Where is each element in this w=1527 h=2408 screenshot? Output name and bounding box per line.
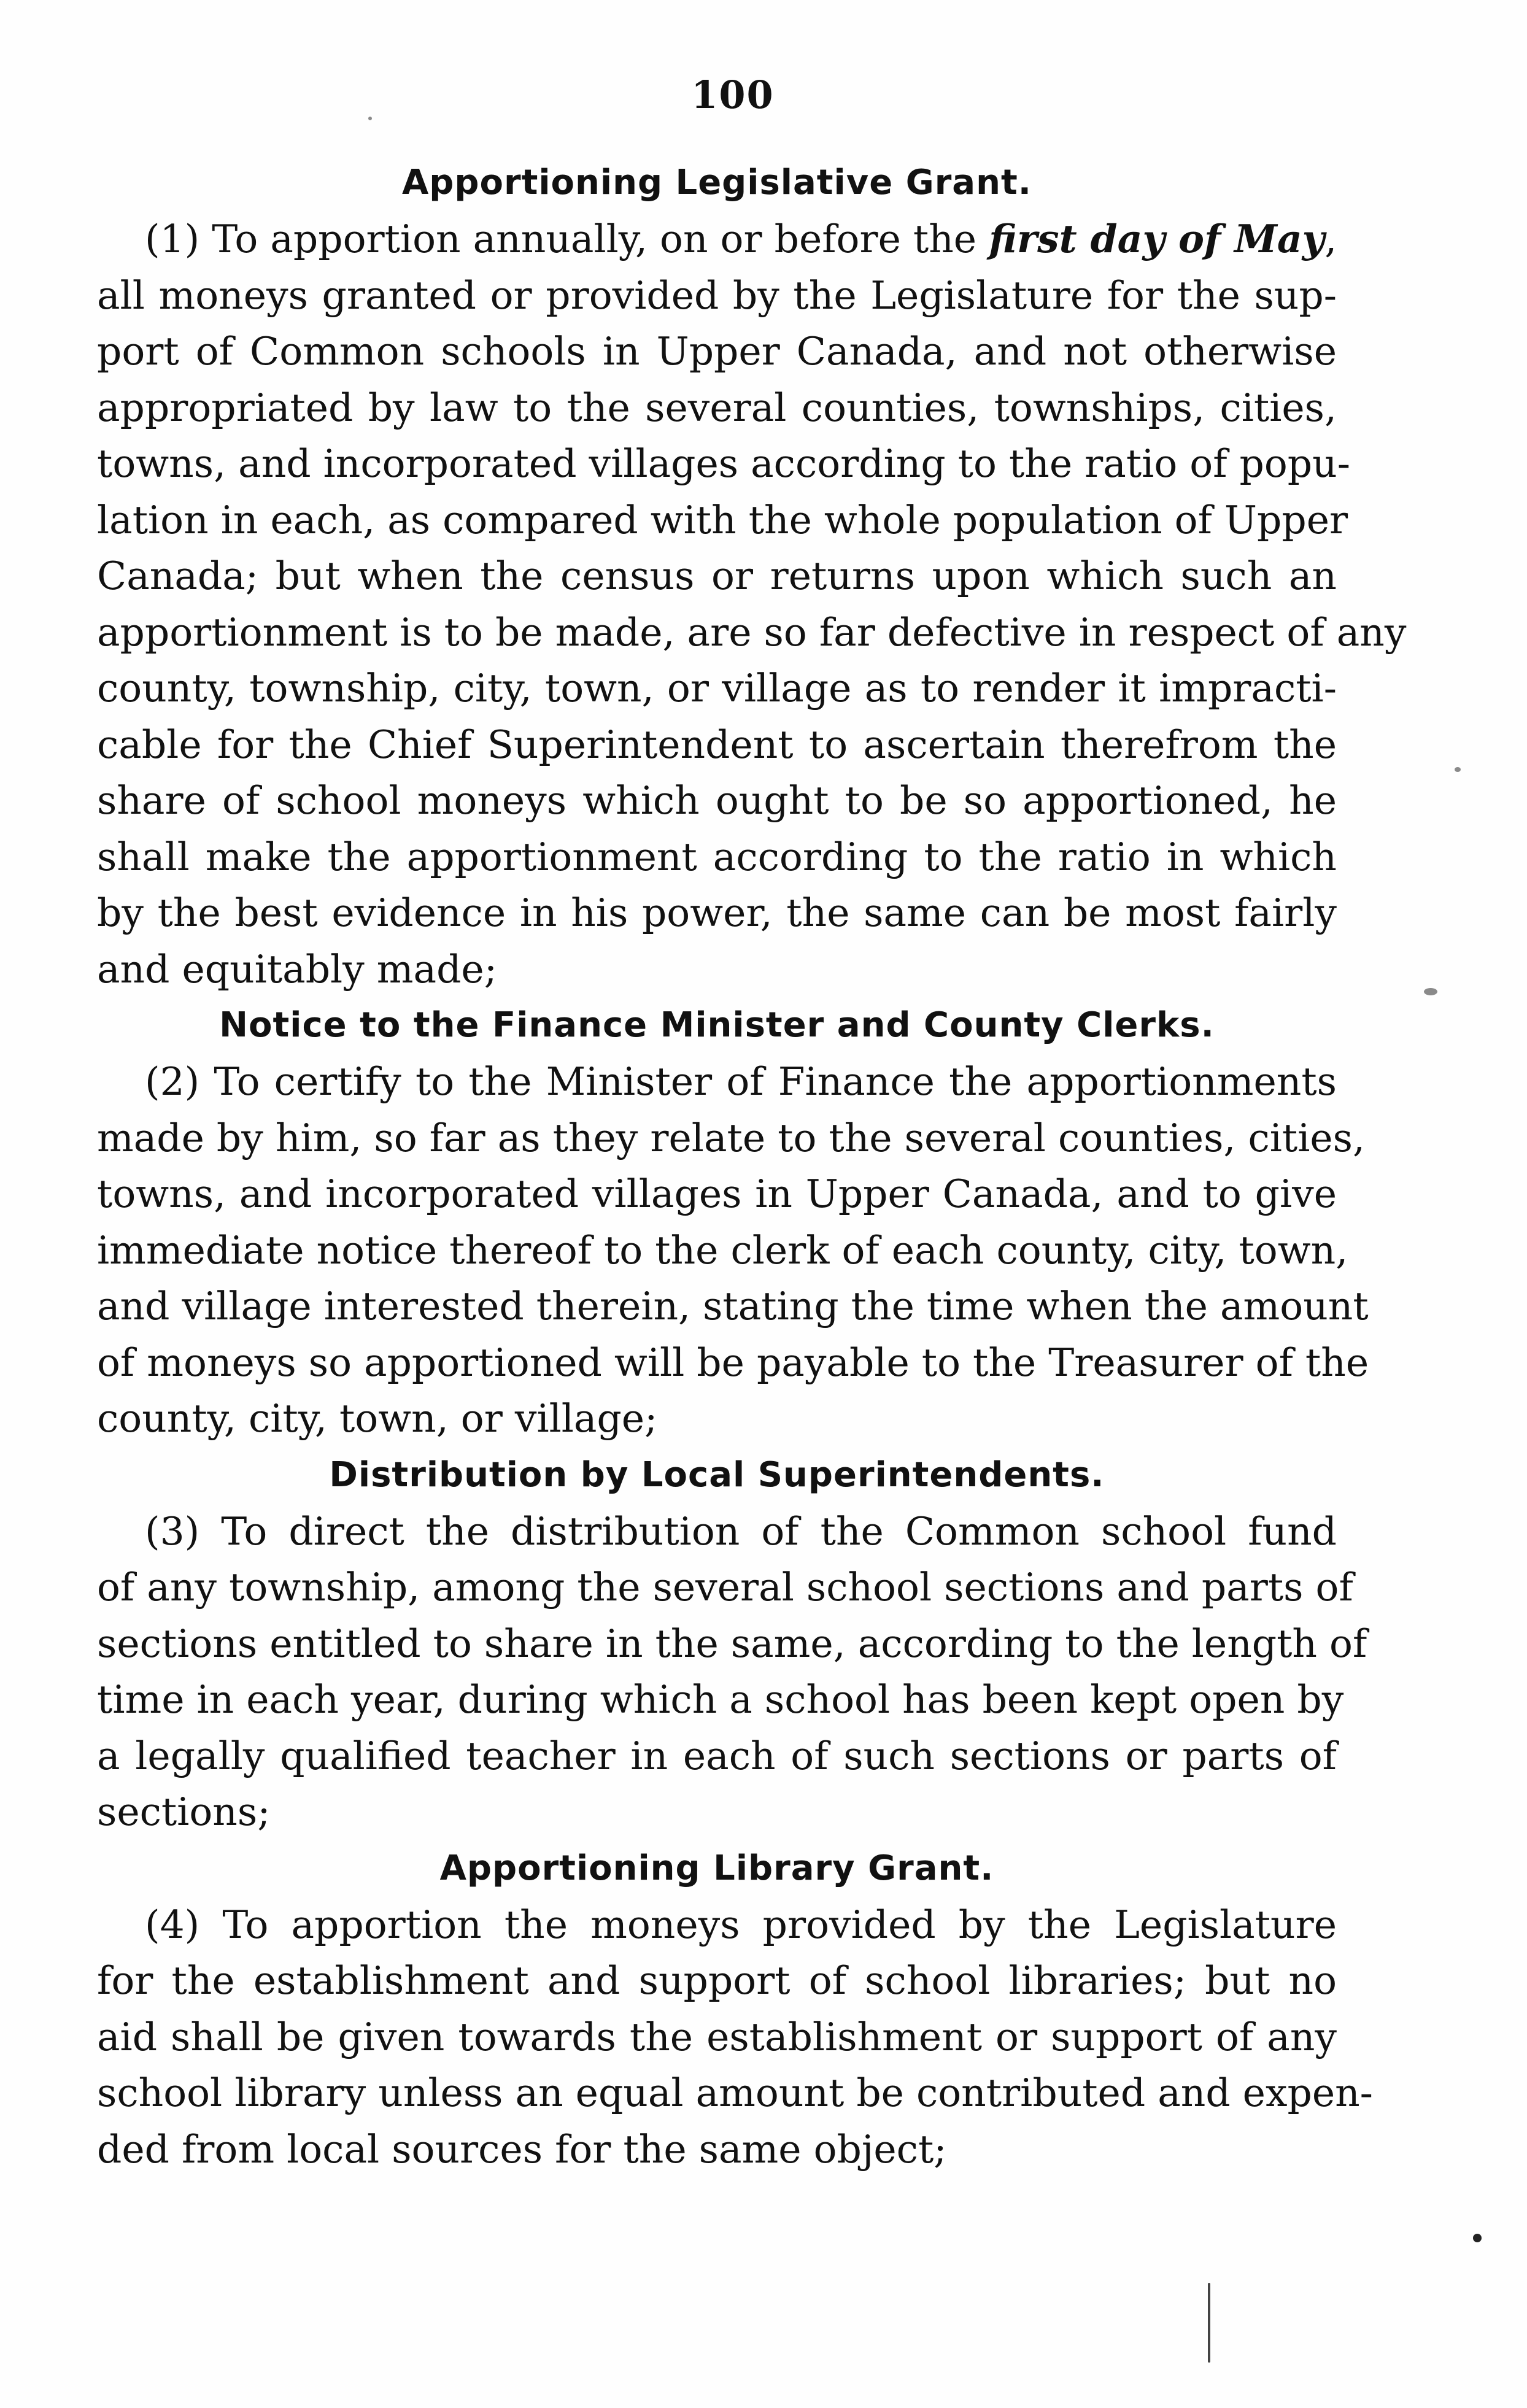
text-line: aid shall be given towards the establishment or support of any bbox=[97, 2014, 1337, 2059]
text-line: (4) To apportion the moneys provided by the Legislature bbox=[145, 1902, 1337, 1947]
text-line: towns, and incorporated villages in Upper Canada, and to give bbox=[97, 1171, 1337, 1216]
paragraph-2 bbox=[97, 1054, 1369, 1447]
text-line: all moneys granted or provided by the Legislature for the sup- bbox=[97, 272, 1337, 318]
text-line: share of school moneys which ought to be so apportioned, he bbox=[97, 778, 1337, 823]
section-heading-notice-to-finance-minister: Notice to the Finance Minister and County Clerks. bbox=[219, 1005, 1215, 1045]
text-line: shall make the apportionment according to the ratio in which bbox=[97, 834, 1337, 879]
scan-speck bbox=[1455, 767, 1461, 772]
text-line: county, city, town, or village; bbox=[97, 1396, 658, 1441]
text-line: (2) To certify to the Minister of Finance the apportionments bbox=[145, 1059, 1337, 1104]
scan-speck bbox=[1473, 2234, 1482, 2242]
text-line: by the best evidence in his power, the same can be most fairly bbox=[97, 890, 1337, 935]
page-number: 100 bbox=[691, 72, 775, 117]
text-line: for the establishment and support of school libraries; but no bbox=[97, 1958, 1337, 2003]
text-line: immediate notice thereof to the clerk of each county, city, town, bbox=[97, 1227, 1348, 1273]
emphasis-first-day-of-may: first day of May bbox=[989, 216, 1325, 261]
paragraph-3 bbox=[97, 1503, 1367, 1840]
text-line: county, township, city, town, or village as to render it impracti- bbox=[97, 666, 1337, 711]
text-line: cable for the Chief Superintendent to ascertain therefrom the bbox=[97, 722, 1337, 767]
text-line: towns, and incorporated villages according to the ratio of popu- bbox=[97, 441, 1350, 486]
text-line: (1) To apportion annually, on or before the first day of May, bbox=[145, 216, 1337, 261]
section-heading-distribution-by-local-superintendents: Distribution by Local Superintendents. bbox=[329, 1454, 1105, 1495]
text-line: and equitably made; bbox=[97, 946, 497, 992]
scan-speck bbox=[1208, 2283, 1210, 2363]
text-line: made by him, so far as they relate to the several counties, cities, bbox=[97, 1115, 1365, 1160]
text-line: ded from local sources for the same object; bbox=[97, 2126, 947, 2172]
text-line: (3) To direct the distribution of the Common school fund bbox=[145, 1508, 1337, 1554]
text-line: a legally qualified teacher in each of such sections or parts of bbox=[97, 1733, 1337, 1778]
text-line: and village interested therein, stating the time when the amount bbox=[97, 1284, 1369, 1329]
text-line: sections entitled to share in the same, according to the length of bbox=[97, 1621, 1367, 1666]
text-line: Canada; but when the census or returns upon which such an bbox=[97, 554, 1337, 598]
text-line: appropriated by law to the several counties, townships, cities, bbox=[97, 385, 1337, 430]
text-line: port of Common schools in Upper Canada, and not otherwise bbox=[97, 329, 1337, 374]
text-line: of any township, among the several school sections and parts of bbox=[97, 1565, 1353, 1610]
scan-speck bbox=[1424, 988, 1437, 995]
paragraph-4 bbox=[97, 1897, 1373, 2178]
scan-speck bbox=[368, 117, 372, 120]
page-body bbox=[97, 155, 1407, 2177]
section-heading-apportioning-legislative-grant: Apportioning Legislative Grant. bbox=[401, 163, 1032, 203]
text-line: school library unless an equal amount be contributed and expen- bbox=[97, 2070, 1373, 2115]
section-heading-apportioning-library-grant: Apportioning Library Grant. bbox=[439, 1848, 994, 1888]
text-line: apportionment is to be made, are so far defective in respect of any bbox=[97, 609, 1407, 655]
text-line: time in each year, during which a school has been kept open by bbox=[97, 1677, 1344, 1722]
text-line: lation in each, as compared with the whole population of Upper bbox=[97, 497, 1348, 542]
text-line: sections; bbox=[97, 1789, 271, 1834]
text-line: of moneys so apportioned will be payable to the Treasurer of the bbox=[97, 1340, 1369, 1385]
paragraph-1 bbox=[97, 211, 1407, 997]
